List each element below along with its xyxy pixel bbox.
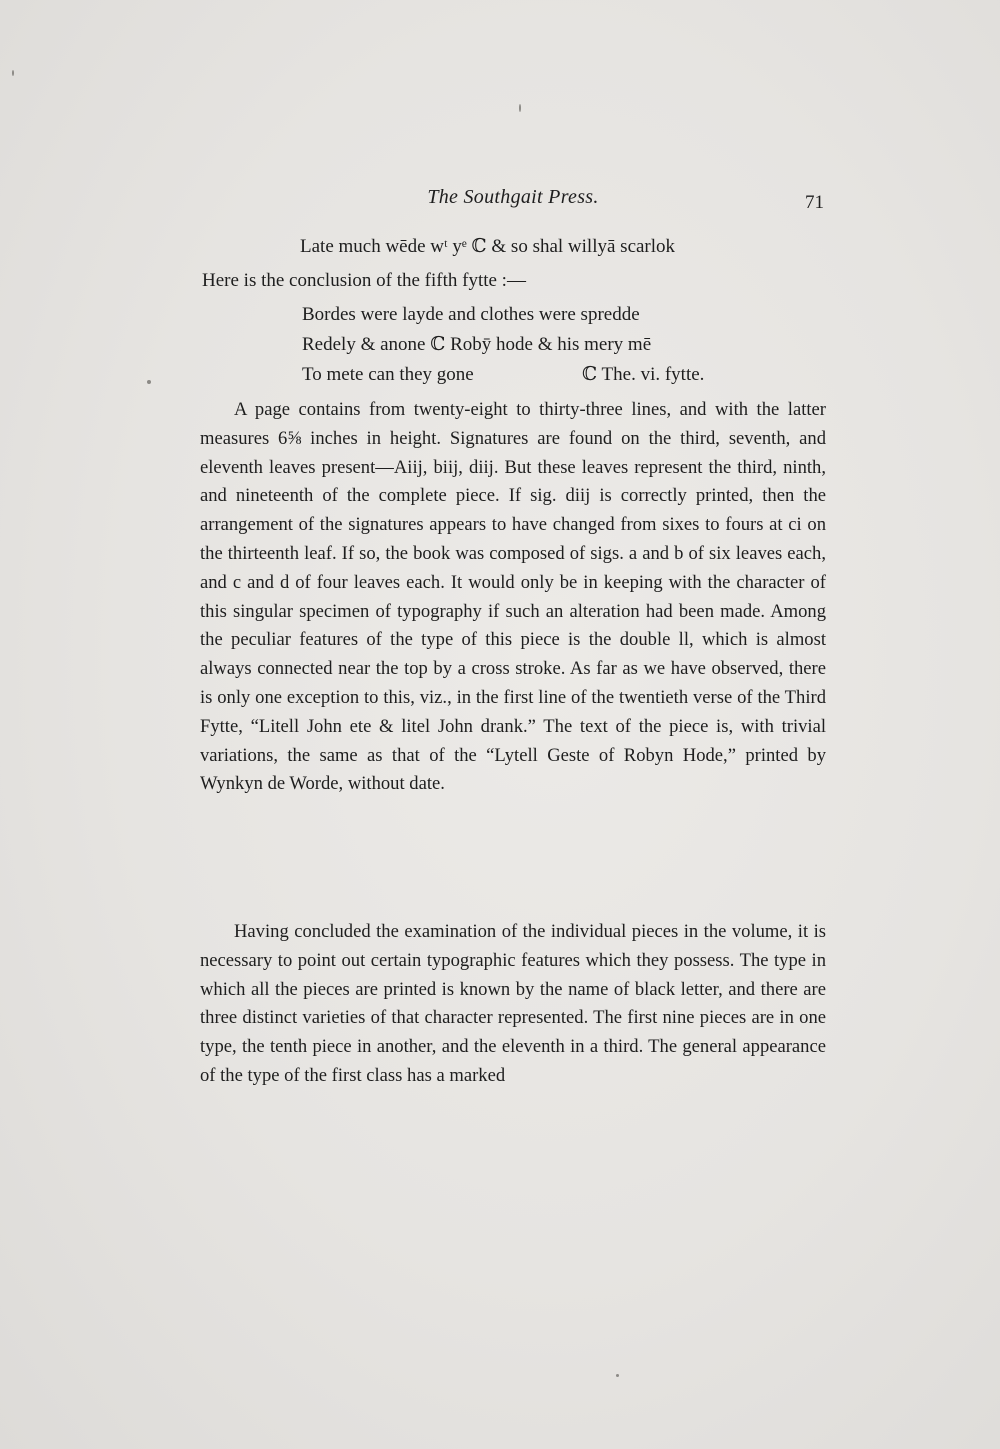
paper-speck xyxy=(519,104,521,112)
verse-line-late-much: Late much wēde wᵗ yᵉ ℂ & so shal willyā scarlok xyxy=(300,236,676,257)
verse-line-to-mete: To mete can they gone xyxy=(302,364,474,385)
verse-line-redely: Redely & anone ℂ Robȳ hode & his mery mē xyxy=(302,334,652,355)
page-number: 71 xyxy=(805,192,824,213)
verse-line-bordes: Bordes were layde and clothes were spredde xyxy=(302,304,640,325)
intro-line: Here is the conclusion of the fifth fytte :— xyxy=(202,270,526,291)
running-head xyxy=(200,186,826,218)
fytte-heading: ℂ The. vi. fytte. xyxy=(582,364,705,385)
body-paragraph-2: Having concluded the examination of the individual pieces in the volume, it is necessary to point out certain typographic features which they possess. The type in which all the pieces are printed is known by the name of black letter, and there are three distinct varieties of that character represented. The first nine pieces are in one type, the tenth piece in another, and the eleventh in a third. The general appearance of the type of the first class has a marked xyxy=(200,921,826,1086)
paper-speck xyxy=(12,70,14,76)
running-title: The Southgait Press. xyxy=(427,186,599,208)
paper-speck xyxy=(616,1374,619,1377)
body-paragraph-1: A page contains from twenty-eight to thirty-three lines, and with the latter measures 6⅝ inches in height. Signatures are found on the third, seventh, and eleventh leaves present—Aiij, biij, diij. But these leaves represent the third, ninth, and nineteenth of the complete piece. If sig. diij is correctly printed, then the arrangement of the signatures appears to have changed from sixes to fours at ci on the thirteenth leaf. If so, the book was composed of sigs. a and b of six leaves each, and c and d of four leaves each. It would only be in keeping with the character of this singular specimen of typography if such an alteration had been made. Among the peculiar features of the type of this piece is the double ll, which is almost always connected near the top by a cross stroke. As far as we have observed, there is only one exception to this, viz., in the first line of the twentieth verse of the Third Fytte, “Litell John ete & litel John drank.” The text of the piece is, with trivial variations, the same as that of the “Lytell Geste of Robyn Hode,” printed by Wynkyn de Worde, without date. xyxy=(200,399,826,795)
paper-speck xyxy=(147,380,151,384)
